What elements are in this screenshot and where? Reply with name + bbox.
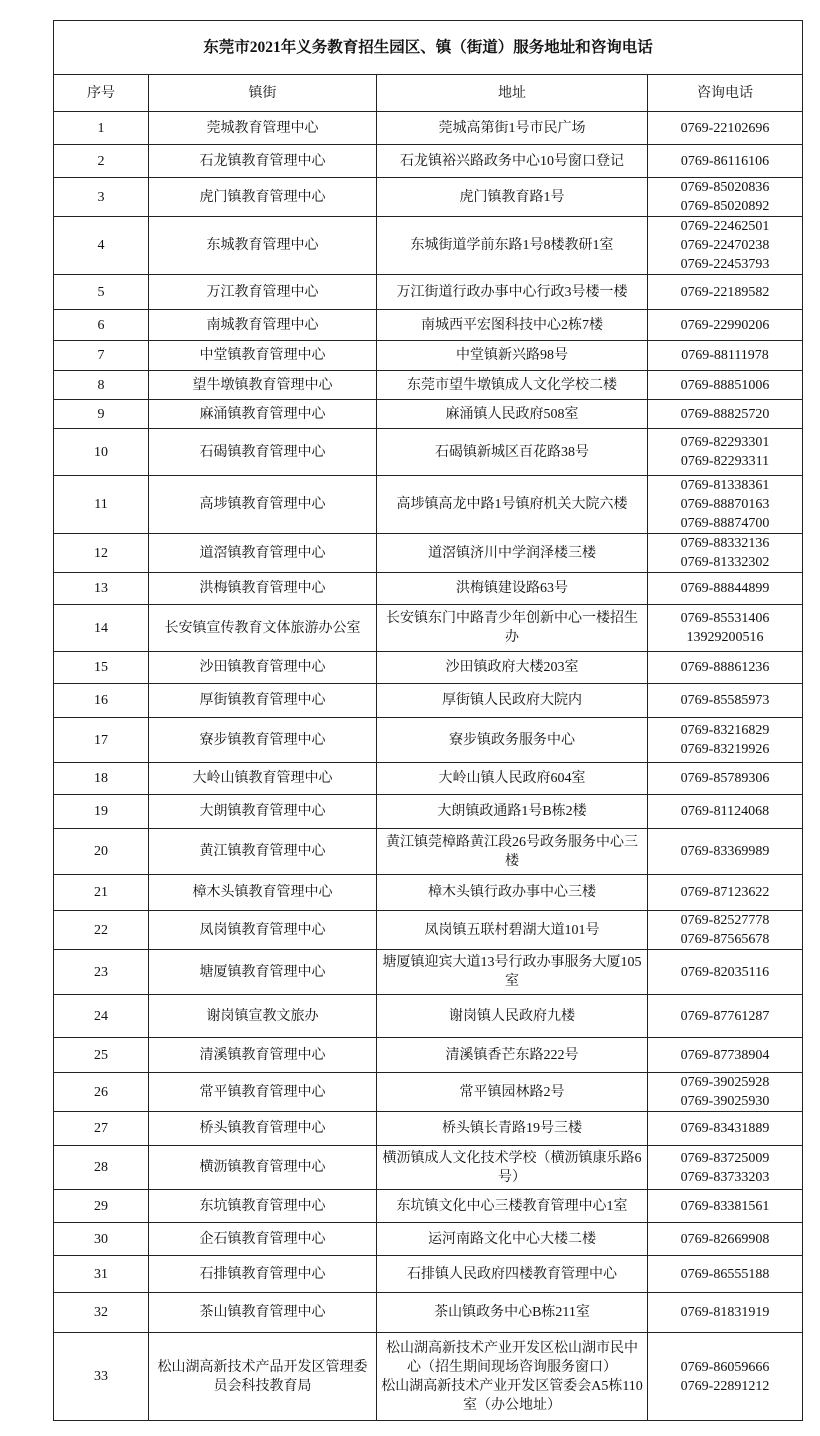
row-number: 23	[54, 950, 149, 995]
phone-number: 0769-22102696	[680, 120, 770, 136]
phone-number: 0769-88870163	[680, 497, 770, 512]
table-row	[54, 573, 803, 605]
address: 塘厦镇迎宾大道13号行政办事服务大厦105室	[377, 950, 648, 995]
phone-number: 0769-88332136	[680, 536, 770, 551]
phone-numbers	[648, 476, 803, 534]
town-name: 大岭山镇教育管理中心	[149, 763, 377, 795]
table-row	[54, 1223, 803, 1256]
table-row	[54, 652, 803, 684]
row-number: 31	[54, 1256, 149, 1293]
phone-number: 0769-22470238	[680, 238, 770, 253]
town-name: 大朗镇教育管理中心	[149, 795, 377, 829]
phone-number: 0769-85789306	[680, 771, 770, 786]
row-number: 3	[54, 178, 149, 217]
row-number: 15	[54, 652, 149, 684]
phone-number: 0769-39025928	[680, 1075, 770, 1090]
table-title: 东莞市2021年义务教育招生园区、镇（街道）服务地址和咨询电话	[54, 21, 803, 75]
table-row	[54, 1256, 803, 1293]
row-number: 17	[54, 718, 149, 763]
phone-number: 0769-83733203	[680, 1169, 770, 1185]
table-row	[54, 718, 803, 763]
address: 麻涌镇人民政府508室	[377, 400, 648, 429]
phone-number: 0769-82293311	[680, 454, 770, 469]
phone-number: 0769-88874700	[680, 516, 770, 531]
address: 大朗镇政通路1号B栋2楼	[377, 795, 648, 829]
town-name: 高埗镇教育管理中心	[149, 476, 377, 534]
table-row	[54, 1190, 803, 1223]
row-number: 14	[54, 605, 149, 652]
row-number: 1	[54, 112, 149, 145]
town-name: 寮步镇教育管理中心	[149, 718, 377, 763]
phone-number: 0769-22891212	[680, 1378, 770, 1394]
town-name: 凤岗镇教育管理中心	[149, 911, 377, 950]
address: 厚街镇人民政府大院内	[377, 684, 648, 718]
row-number: 19	[54, 795, 149, 829]
table-row	[54, 400, 803, 429]
town-name: 石龙镇教育管理中心	[149, 145, 377, 178]
address: 黄江镇莞樟路黄江段26号政务服务中心三楼	[377, 829, 648, 875]
phone-numbers	[648, 1190, 803, 1223]
phone-number: 0769-83219926	[680, 742, 770, 757]
phone-number: 0769-83381561	[680, 1198, 770, 1214]
phone-numbers	[648, 875, 803, 911]
phone-number: 0769-82035116	[680, 964, 770, 980]
phone-number: 0769-82293301	[680, 435, 770, 450]
row-number: 28	[54, 1146, 149, 1190]
phone-number: 0769-88851006	[680, 377, 770, 393]
phone-numbers	[648, 1333, 803, 1421]
table-row	[54, 795, 803, 829]
row-number: 25	[54, 1038, 149, 1073]
town-name: 东坑镇教育管理中心	[149, 1190, 377, 1223]
phone-number: 0769-87565678	[680, 932, 770, 947]
row-number: 10	[54, 429, 149, 476]
address: 东城街道学前东路1号8楼教研1室	[377, 217, 648, 275]
town-name: 中堂镇教育管理中心	[149, 341, 377, 371]
row-number: 4	[54, 217, 149, 275]
phone-numbers	[648, 1073, 803, 1112]
town-name: 东城教育管理中心	[149, 217, 377, 275]
address: 运河南路文化中心大楼二楼	[377, 1223, 648, 1256]
table-row	[54, 217, 803, 275]
service-directory-table	[53, 20, 803, 1421]
phone-numbers	[648, 1038, 803, 1073]
table-row	[54, 1146, 803, 1190]
phone-numbers	[648, 178, 803, 217]
address: 洪梅镇建设路63号	[377, 573, 648, 605]
phone-numbers	[648, 371, 803, 400]
table-row	[54, 534, 803, 573]
row-number: 26	[54, 1073, 149, 1112]
row-number: 8	[54, 371, 149, 400]
address: 横沥镇成人文化技术学校（横沥镇康乐路6号）	[377, 1146, 648, 1190]
table-row	[54, 829, 803, 875]
address: 寮步镇政务服务中心	[377, 718, 648, 763]
table-row	[54, 911, 803, 950]
phone-numbers	[648, 534, 803, 573]
address: 莞城高第街1号市民广场	[377, 112, 648, 145]
address: 虎门镇教育路1号	[377, 178, 648, 217]
town-name: 黄江镇教育管理中心	[149, 829, 377, 875]
phone-number: 0769-87761287	[680, 1008, 770, 1024]
address: 沙田镇政府大楼203室	[377, 652, 648, 684]
phone-number: 0769-83431889	[680, 1121, 770, 1136]
table-row	[54, 371, 803, 400]
phone-numbers	[648, 145, 803, 178]
table-row	[54, 1073, 803, 1112]
row-number: 29	[54, 1190, 149, 1223]
town-name: 塘厦镇教育管理中心	[149, 950, 377, 995]
town-name: 桥头镇教育管理中心	[149, 1112, 377, 1146]
phone-number: 0769-22462501	[680, 219, 770, 234]
row-number: 30	[54, 1223, 149, 1256]
address: 东莞市望牛墩镇成人文化学校二楼	[377, 371, 648, 400]
address: 中堂镇新兴路98号	[377, 341, 648, 371]
town-name: 洪梅镇教育管理中心	[149, 573, 377, 605]
town-name: 万江教育管理中心	[149, 275, 377, 310]
phone-number: 0769-82527778	[680, 913, 770, 928]
address: 桥头镇长青路19号三楼	[377, 1112, 648, 1146]
phone-number: 0769-83369989	[680, 844, 770, 859]
address: 万江街道行政办事中心行政3号楼一楼	[377, 275, 648, 310]
phone-number: 0769-81831919	[680, 1305, 770, 1320]
town-name: 厚街镇教育管理中心	[149, 684, 377, 718]
phone-number: 0769-22990206	[680, 317, 770, 333]
row-number: 9	[54, 400, 149, 429]
header-address: 地址	[377, 75, 648, 112]
phone-number: 0769-88844899	[680, 581, 770, 596]
table-row	[54, 1038, 803, 1073]
row-number: 13	[54, 573, 149, 605]
table-row	[54, 145, 803, 178]
phone-number: 0769-22189582	[680, 284, 770, 300]
address: 谢岗镇人民政府九楼	[377, 995, 648, 1038]
town-name: 虎门镇教育管理中心	[149, 178, 377, 217]
town-name: 茶山镇教育管理中心	[149, 1293, 377, 1333]
row-number: 6	[54, 310, 149, 341]
header-number: 序号	[54, 75, 149, 112]
phone-numbers	[648, 652, 803, 684]
phone-numbers	[648, 1146, 803, 1190]
table-row	[54, 341, 803, 371]
row-number: 5	[54, 275, 149, 310]
phone-number: 0769-86555188	[680, 1266, 770, 1282]
table-row	[54, 275, 803, 310]
address: 道滘镇济川中学润泽楼三楼	[377, 534, 648, 573]
phone-numbers	[648, 795, 803, 829]
table-row	[54, 875, 803, 911]
row-number: 22	[54, 911, 149, 950]
phone-number: 0769-86116106	[680, 153, 770, 169]
phone-number: 13929200516	[686, 630, 764, 645]
address: 凤岗镇五联村碧湖大道101号	[377, 911, 648, 950]
town-name: 常平镇教育管理中心	[149, 1073, 377, 1112]
address: 樟木头镇行政办事中心三楼	[377, 875, 648, 911]
phone-numbers	[648, 1223, 803, 1256]
table-row	[54, 950, 803, 995]
phone-number: 0769-88111978	[681, 348, 769, 363]
address: 南城西平宏图科技中心2栋7楼	[377, 310, 648, 341]
town-name: 企石镇教育管理中心	[149, 1223, 377, 1256]
address: 常平镇园林路2号	[377, 1073, 648, 1112]
address: 高埗镇高龙中路1号镇府机关大院六楼	[377, 476, 648, 534]
phone-number: 0769-85020892	[680, 199, 770, 214]
row-number: 11	[54, 476, 149, 534]
phone-number: 0769-81338361	[680, 478, 770, 493]
table-row	[54, 763, 803, 795]
phone-numbers	[648, 911, 803, 950]
header-phone: 咨询电话	[648, 75, 803, 112]
phone-number: 0769-85531406	[680, 611, 770, 626]
town-name: 石排镇教育管理中心	[149, 1256, 377, 1293]
table-row	[54, 476, 803, 534]
row-number: 24	[54, 995, 149, 1038]
table-row	[54, 995, 803, 1038]
town-name: 横沥镇教育管理中心	[149, 1146, 377, 1190]
phone-numbers	[648, 950, 803, 995]
phone-numbers	[648, 429, 803, 476]
table-row	[54, 684, 803, 718]
phone-numbers	[648, 829, 803, 875]
phone-number: 0769-83216829	[680, 723, 770, 738]
phone-number: 0769-39025930	[680, 1094, 770, 1109]
address: 清溪镇香芒东路222号	[377, 1038, 648, 1073]
town-name: 谢岗镇宣教文旅办	[149, 995, 377, 1038]
table-row	[54, 429, 803, 476]
row-number: 21	[54, 875, 149, 911]
phone-numbers	[648, 684, 803, 718]
address: 长安镇东门中路青少年创新中心一楼招生办	[377, 605, 648, 652]
phone-numbers	[648, 605, 803, 652]
address: 石排镇人民政府四楼教育管理中心	[377, 1256, 648, 1293]
header-town: 镇街	[149, 75, 377, 112]
town-name: 沙田镇教育管理中心	[149, 652, 377, 684]
table-row	[54, 1333, 803, 1421]
row-number: 2	[54, 145, 149, 178]
town-name: 望牛墩镇教育管理中心	[149, 371, 377, 400]
phone-numbers	[648, 1112, 803, 1146]
phone-numbers	[648, 718, 803, 763]
phone-number: 0769-82669908	[680, 1231, 770, 1247]
town-name: 莞城教育管理中心	[149, 112, 377, 145]
address: 茶山镇政务中心B栋211室	[377, 1293, 648, 1333]
table-row	[54, 112, 803, 145]
phone-numbers	[648, 217, 803, 275]
phone-numbers	[648, 573, 803, 605]
phone-numbers	[648, 1256, 803, 1293]
table-row	[54, 605, 803, 652]
address: 大岭山镇人民政府604室	[377, 763, 648, 795]
phone-number: 0769-88861236	[680, 660, 770, 675]
phone-numbers	[648, 310, 803, 341]
phone-number: 0769-87738904	[680, 1047, 770, 1063]
row-number: 12	[54, 534, 149, 573]
phone-number: 0769-87123622	[680, 885, 770, 900]
row-number: 16	[54, 684, 149, 718]
row-number: 27	[54, 1112, 149, 1146]
phone-number: 0769-22453793	[680, 257, 770, 272]
phone-numbers	[648, 341, 803, 371]
table-row	[54, 310, 803, 341]
header-row	[54, 75, 803, 112]
phone-numbers	[648, 1293, 803, 1333]
row-number: 20	[54, 829, 149, 875]
address: 松山湖高新技术产业开发区松山湖市民中心（招生期间现场咨询服务窗口） 松山湖高新技术产业开发区管委会A5栋110室（办公地址）	[377, 1333, 648, 1421]
phone-number: 0769-85020836	[680, 180, 770, 195]
phone-number: 0769-85585973	[680, 693, 770, 708]
phone-number: 0769-83725009	[680, 1150, 770, 1166]
town-name: 道滘镇教育管理中心	[149, 534, 377, 573]
table-row	[54, 1293, 803, 1333]
phone-numbers	[648, 275, 803, 310]
phone-number: 0769-86059666	[680, 1359, 770, 1375]
town-name: 麻涌镇教育管理中心	[149, 400, 377, 429]
address: 石龙镇裕兴路政务中心10号窗口登记	[377, 145, 648, 178]
phone-numbers	[648, 995, 803, 1038]
phone-number: 0769-81124068	[680, 804, 770, 819]
town-name: 石碣镇教育管理中心	[149, 429, 377, 476]
address: 石碣镇新城区百花路38号	[377, 429, 648, 476]
town-name: 清溪镇教育管理中心	[149, 1038, 377, 1073]
town-name: 樟木头镇教育管理中心	[149, 875, 377, 911]
row-number: 7	[54, 341, 149, 371]
table-row	[54, 1112, 803, 1146]
town-name: 南城教育管理中心	[149, 310, 377, 341]
table-row	[54, 178, 803, 217]
row-number: 18	[54, 763, 149, 795]
phone-number: 0769-88825720	[680, 406, 770, 422]
phone-numbers	[648, 763, 803, 795]
row-number: 33	[54, 1333, 149, 1421]
phone-numbers	[648, 112, 803, 145]
phone-numbers	[648, 400, 803, 429]
address: 东坑镇文化中心三楼教育管理中心1室	[377, 1190, 648, 1223]
town-name: 松山湖高新技术产品开发区管理委员会科技教育局	[149, 1333, 377, 1421]
town-name: 长安镇宣传教育文体旅游办公室	[149, 605, 377, 652]
phone-number: 0769-81332302	[680, 555, 770, 570]
row-number: 32	[54, 1293, 149, 1333]
